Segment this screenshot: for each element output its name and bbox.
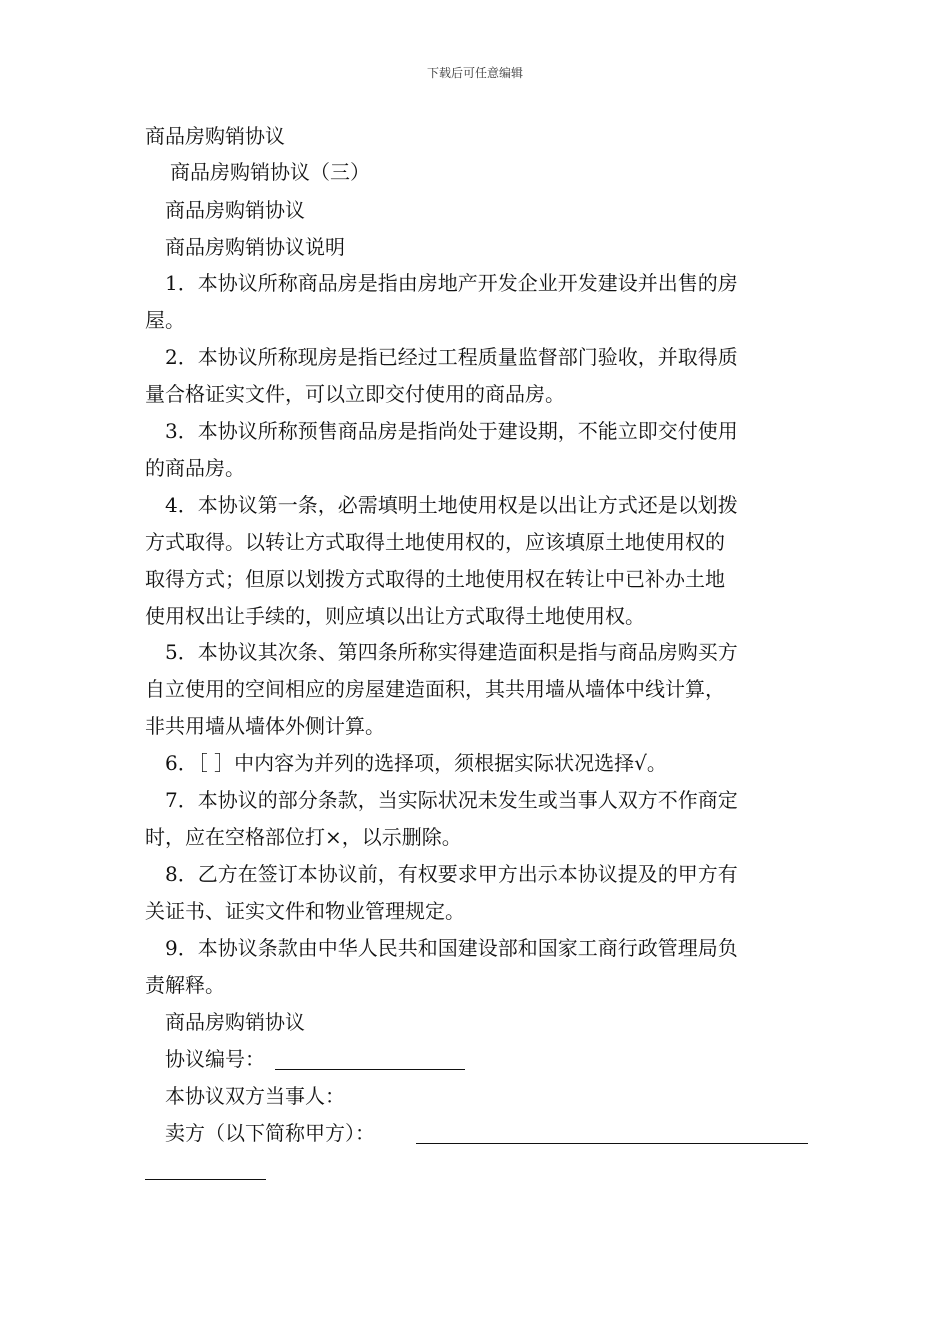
paragraph-line: 责解释。 (145, 973, 225, 997)
seller-label: 卖方（以下简称甲方）： (165, 1121, 375, 1145)
paragraph-line: 的商品房。 (145, 456, 245, 480)
paragraph-line: 7．本协议的部分条款，当实际状况未发生或当事人双方不作商定 (165, 788, 738, 812)
paragraph-line: 2．本协议所称现房是指已经过工程质量监督部门验收，并取得质 (165, 345, 738, 369)
section-title: 商品房购销协议 (165, 198, 305, 222)
section-heading: 商品房购销协议说明 (165, 235, 345, 259)
paragraph-line: 自立使用的空间相应的房屋建造面积，其共用墙从墙体中线计算， (145, 677, 725, 701)
contract-title: 商品房购销协议 (165, 1010, 305, 1034)
doc-title: 商品房购销协议 (145, 124, 285, 148)
paragraph-line: 5．本协议其次条、第四条所称实得建造面积是指与商品房购买方 (165, 640, 738, 664)
paragraph-line: 量合格证实文件，可以立即交付使用的商品房。 (145, 382, 565, 406)
contract-number-label: 协议编号： (165, 1047, 265, 1071)
page-header: 下载后可任意编辑 (426, 66, 523, 80)
paragraph-line: 4．本协议第一条，必需填明土地使用权是以出让方式还是以划拨 (165, 493, 738, 517)
paragraph-line: 9．本协议条款由中华人民共和国建设部和国家工商行政管理局负 (165, 936, 738, 960)
paragraph-line: 1．本协议所称商品房是指由房地产开发企业开发建设并出售的房 (165, 271, 738, 295)
parties-label: 本协议双方当事人： (165, 1084, 345, 1108)
paragraph-line: 关证书、证实文件和物业管理规定。 (145, 899, 465, 923)
seller-blank (416, 1143, 808, 1144)
paragraph-line: 时，应在空格部位打×，以示删除。 (145, 825, 462, 849)
paragraph-line: 使用权出让手续的，则应填以出让方式取得土地使用权。 (145, 604, 645, 628)
paragraph-line: 方式取得。以转让方式取得土地使用权的，应该填原土地使用权的 (145, 530, 725, 554)
doc-subtitle: 商品房购销协议（三） (170, 160, 370, 184)
paragraph-line: 8．乙方在签订本协议前，有权要求甲方出示本协议提及的甲方有 (165, 862, 738, 886)
seller-blank-continued (145, 1179, 266, 1180)
contract-number-blank (275, 1069, 465, 1070)
paragraph-line: 3．本协议所称预售商品房是指尚处于建设期，不能立即交付使用 (165, 419, 738, 443)
paragraph-line: 取得方式；但原以划拨方式取得的土地使用权在转让中已补办土地 (145, 567, 725, 591)
paragraph-line: 非共用墙从墙体外侧计算。 (145, 714, 385, 738)
paragraph-line: 6．［ ］中内容为并列的选择项，须根据实际状况选择√。 (165, 751, 667, 775)
paragraph-line: 屋。 (145, 308, 185, 332)
